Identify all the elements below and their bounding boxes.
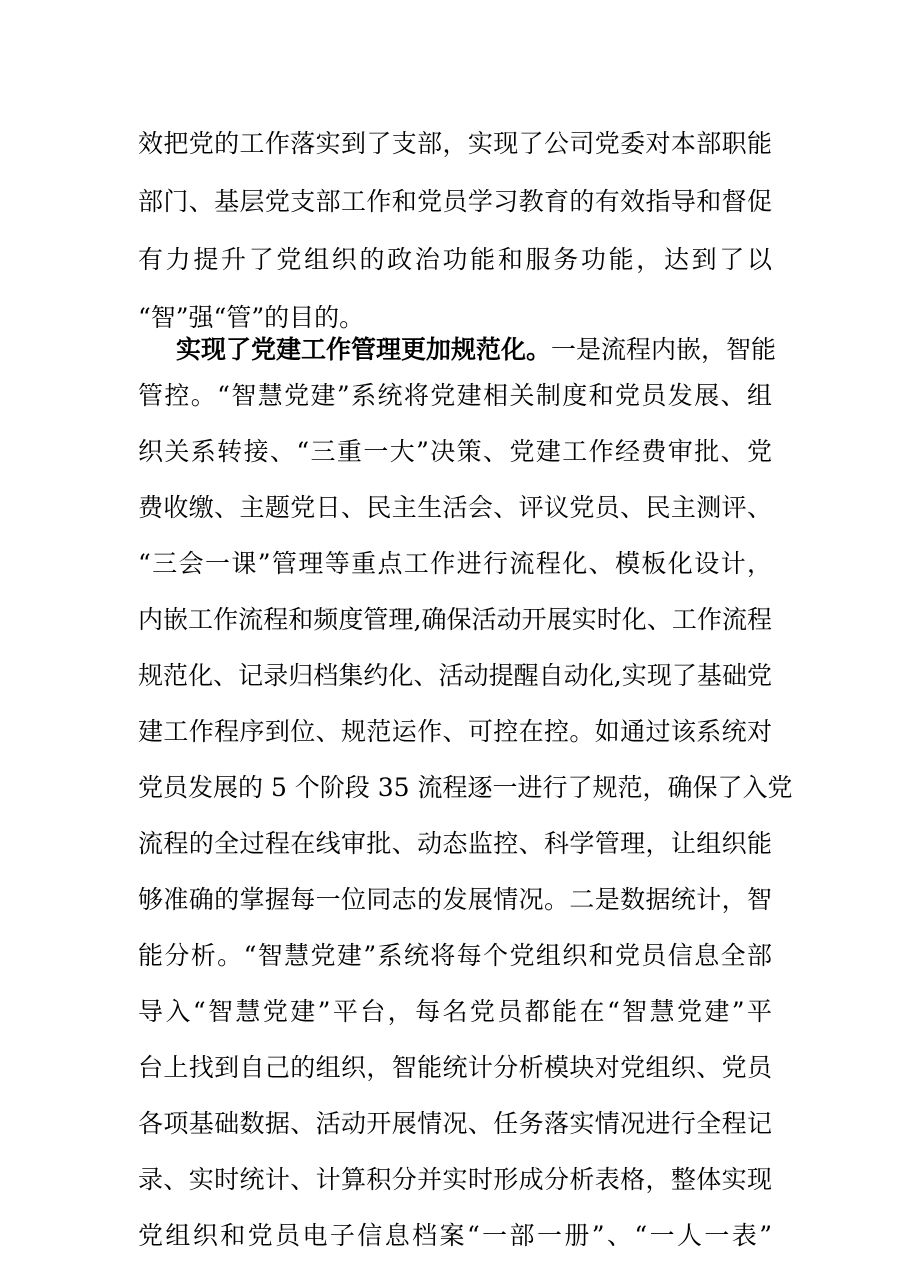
paragraph-2-line-7: 规范化、记录归档集约化、活动提醒自动化,实现了基础党 <box>138 661 772 690</box>
paragraph-2-line-12: 能分析。“智慧党建”系统将每个党组织和党员信息全部 <box>138 941 772 970</box>
paragraph-2-line-6: 内嵌工作流程和频度管理,确保活动开展实时化、工作流程 <box>138 605 772 634</box>
paragraph-2-line-16: 录、实时统计、计算积分并实时形成分析表格，整体实现 <box>138 1165 772 1194</box>
paragraph-2-line-8: 建工作程序到位、规范运作、可控在控。如通过该系统对 <box>138 717 772 746</box>
paragraph-1-line-2: 部门、基层党支部工作和党员学习教育的有效指导和督促 <box>138 187 772 216</box>
paragraph-2-line-13: 导入“智慧党建”平台，每名党员都能在“智慧党建”平 <box>138 997 772 1026</box>
paragraph-2-line-1 <box>176 330 777 370</box>
paragraph-2-line-11: 够准确的掌握每一位同志的发展情况。二是数据统计，智 <box>138 885 772 914</box>
paragraph-2-line-5: “三会一课”管理等重点工作进行流程化、模板化设计， <box>138 549 772 578</box>
paragraph-2-heading: 实现了党建工作管理更加规范化。 <box>176 335 552 364</box>
paragraph-2-line-15: 各项基础数据、活动开展情况、任务落实情况进行全程记 <box>138 1109 772 1138</box>
paragraph-1-line-1: 效把党的工作落实到了支部，实现了公司党委对本部职能 <box>138 129 772 158</box>
paragraph-1-line-3: 有力提升了党组织的政治功能和服务功能，达到了以 <box>138 245 772 274</box>
paragraph-2-line-1-rest: 一是流程内嵌，智能 <box>551 335 777 364</box>
paragraph-2-line-9: 党员发展的 5 个阶段 35 流程逐一进行了规范，确保了入党 <box>138 773 793 802</box>
paragraph-2-line-3: 织关系转接、“三重一大”决策、党建工作经费审批、党 <box>138 437 772 466</box>
paragraph-2-line-17: 党组织和党员电子信息档案“一部一册”、“一人一表” <box>138 1221 772 1250</box>
paragraph-2-line-2: 管控。“智慧党建”系统将党建相关制度和党员发展、组 <box>138 381 772 410</box>
paragraph-1-line-4: “智”强“管”的目的。 <box>138 303 365 332</box>
paragraph-2-line-10: 流程的全过程在线审批、动态监控、科学管理，让组织能 <box>138 829 772 858</box>
paragraph-2-line-4: 费收缴、主题党日、民主生活会、评议党员、民主测评、 <box>138 493 772 522</box>
paragraph-2-line-14: 台上找到自己的组织，智能统计分析模块对党组织、党员 <box>138 1053 772 1082</box>
